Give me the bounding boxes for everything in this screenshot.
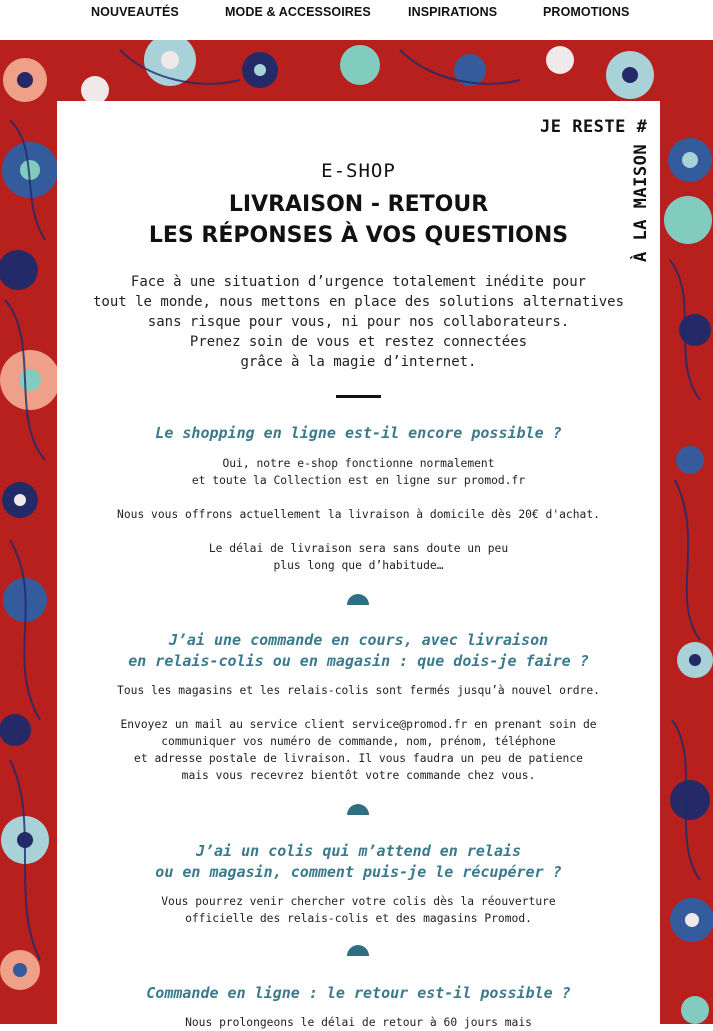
top-nav xyxy=(0,0,713,41)
faq-question-line: J’ai un colis qui m’attend en relais xyxy=(195,842,522,860)
faq-answer-line: Vous pourrez venir chercher votre colis dès la réouverture xyxy=(161,895,556,908)
faq-answer-line: communiquer vos numéro de commande, nom, prénom, téléphone xyxy=(161,735,556,748)
faq-answer-1 xyxy=(57,455,660,574)
faq-answer-2 xyxy=(57,682,660,784)
nav-item-inspirations[interactable]: INSPIRATIONS xyxy=(408,5,498,19)
page-title-line1: LIVRAISON - RETOUR xyxy=(228,192,489,217)
faq-question-2 xyxy=(57,630,660,672)
faq-answer-line: et adresse postale de livraison. Il vous faudra un peu de patience xyxy=(134,752,583,765)
faq-answer-line: et toute la Collection est en ligne sur promod.fr xyxy=(191,474,526,487)
campaign-tag-vertical: À LA MAISON xyxy=(631,143,651,262)
faq-question-line: Commande en ligne : le retour est-il possible ? xyxy=(146,984,571,1002)
intro-line: sans risque pour vous, ni pour nos collaborateurs. xyxy=(147,314,570,330)
nav-item-mode-accessoires[interactable]: MODE & ACCESSOIRES xyxy=(225,5,371,19)
faq-question-3 xyxy=(57,841,660,883)
page-title-line2: LES RÉPONSES À VOS QUESTIONS xyxy=(148,223,569,248)
faq-answer-line: Nous vous offrons actuellement la livraison à domicile dès 20€ d'achat. xyxy=(117,508,600,521)
eyebrow-eshop: E-SHOP xyxy=(321,160,396,182)
faq-question-line: Le shopping en ligne est-il encore possible ? xyxy=(155,424,562,442)
faq-answer-4 xyxy=(57,1014,660,1031)
faq-question-line: ou en magasin, comment puis-je le récupérer ? xyxy=(155,863,562,881)
faq-answer-line: officielle des relais-colis et des magasins Promod. xyxy=(185,912,532,925)
faq-answer-3 xyxy=(57,893,660,927)
faq-answer-line: plus long que d’habitude… xyxy=(273,559,444,572)
nav-item-promotions[interactable]: PROMOTIONS xyxy=(543,5,630,19)
intro-line: tout le monde, nous mettons en place des solutions alternatives xyxy=(92,294,624,310)
faq-answer-line: Envoyez un mail au service client service@promod.fr en prenant soin de xyxy=(120,718,597,731)
faq-answer-line: Nous prolongeons le délai de retour à 60 jours mais xyxy=(185,1016,532,1029)
campaign-tag-horizontal: JE RESTE # xyxy=(540,117,648,137)
faq-question-1 xyxy=(57,423,660,444)
intro-line: Prenez soin de vous et restez connectées xyxy=(189,334,528,350)
intro-text xyxy=(57,272,660,372)
nav-item-nouveautes[interactable]: NOUVEAUTÉS xyxy=(91,5,179,19)
faq-answer-line: Tous les magasins et les relais-colis sont fermés jusqu’à nouvel ordre. xyxy=(117,684,600,697)
intro-line: Face à une situation d’urgence totalement inédite pour xyxy=(130,274,587,290)
faq-answer-line: mais vous recevrez bientôt votre commande chez vous. xyxy=(181,769,536,782)
intro-line: grâce à la magie d’internet. xyxy=(240,354,477,370)
faq-question-line: J’ai une commande en cours, avec livraison xyxy=(168,631,549,649)
faq-answer-line: Le délai de livraison sera sans doute un peu xyxy=(208,542,509,555)
section-divider xyxy=(336,395,381,398)
faq-answer-line: Oui, notre e-shop fonctionne normalement xyxy=(222,457,495,470)
faq-question-4 xyxy=(57,983,660,1004)
faq-question-line: en relais-colis ou en magasin : que dois-je faire ? xyxy=(128,652,589,670)
